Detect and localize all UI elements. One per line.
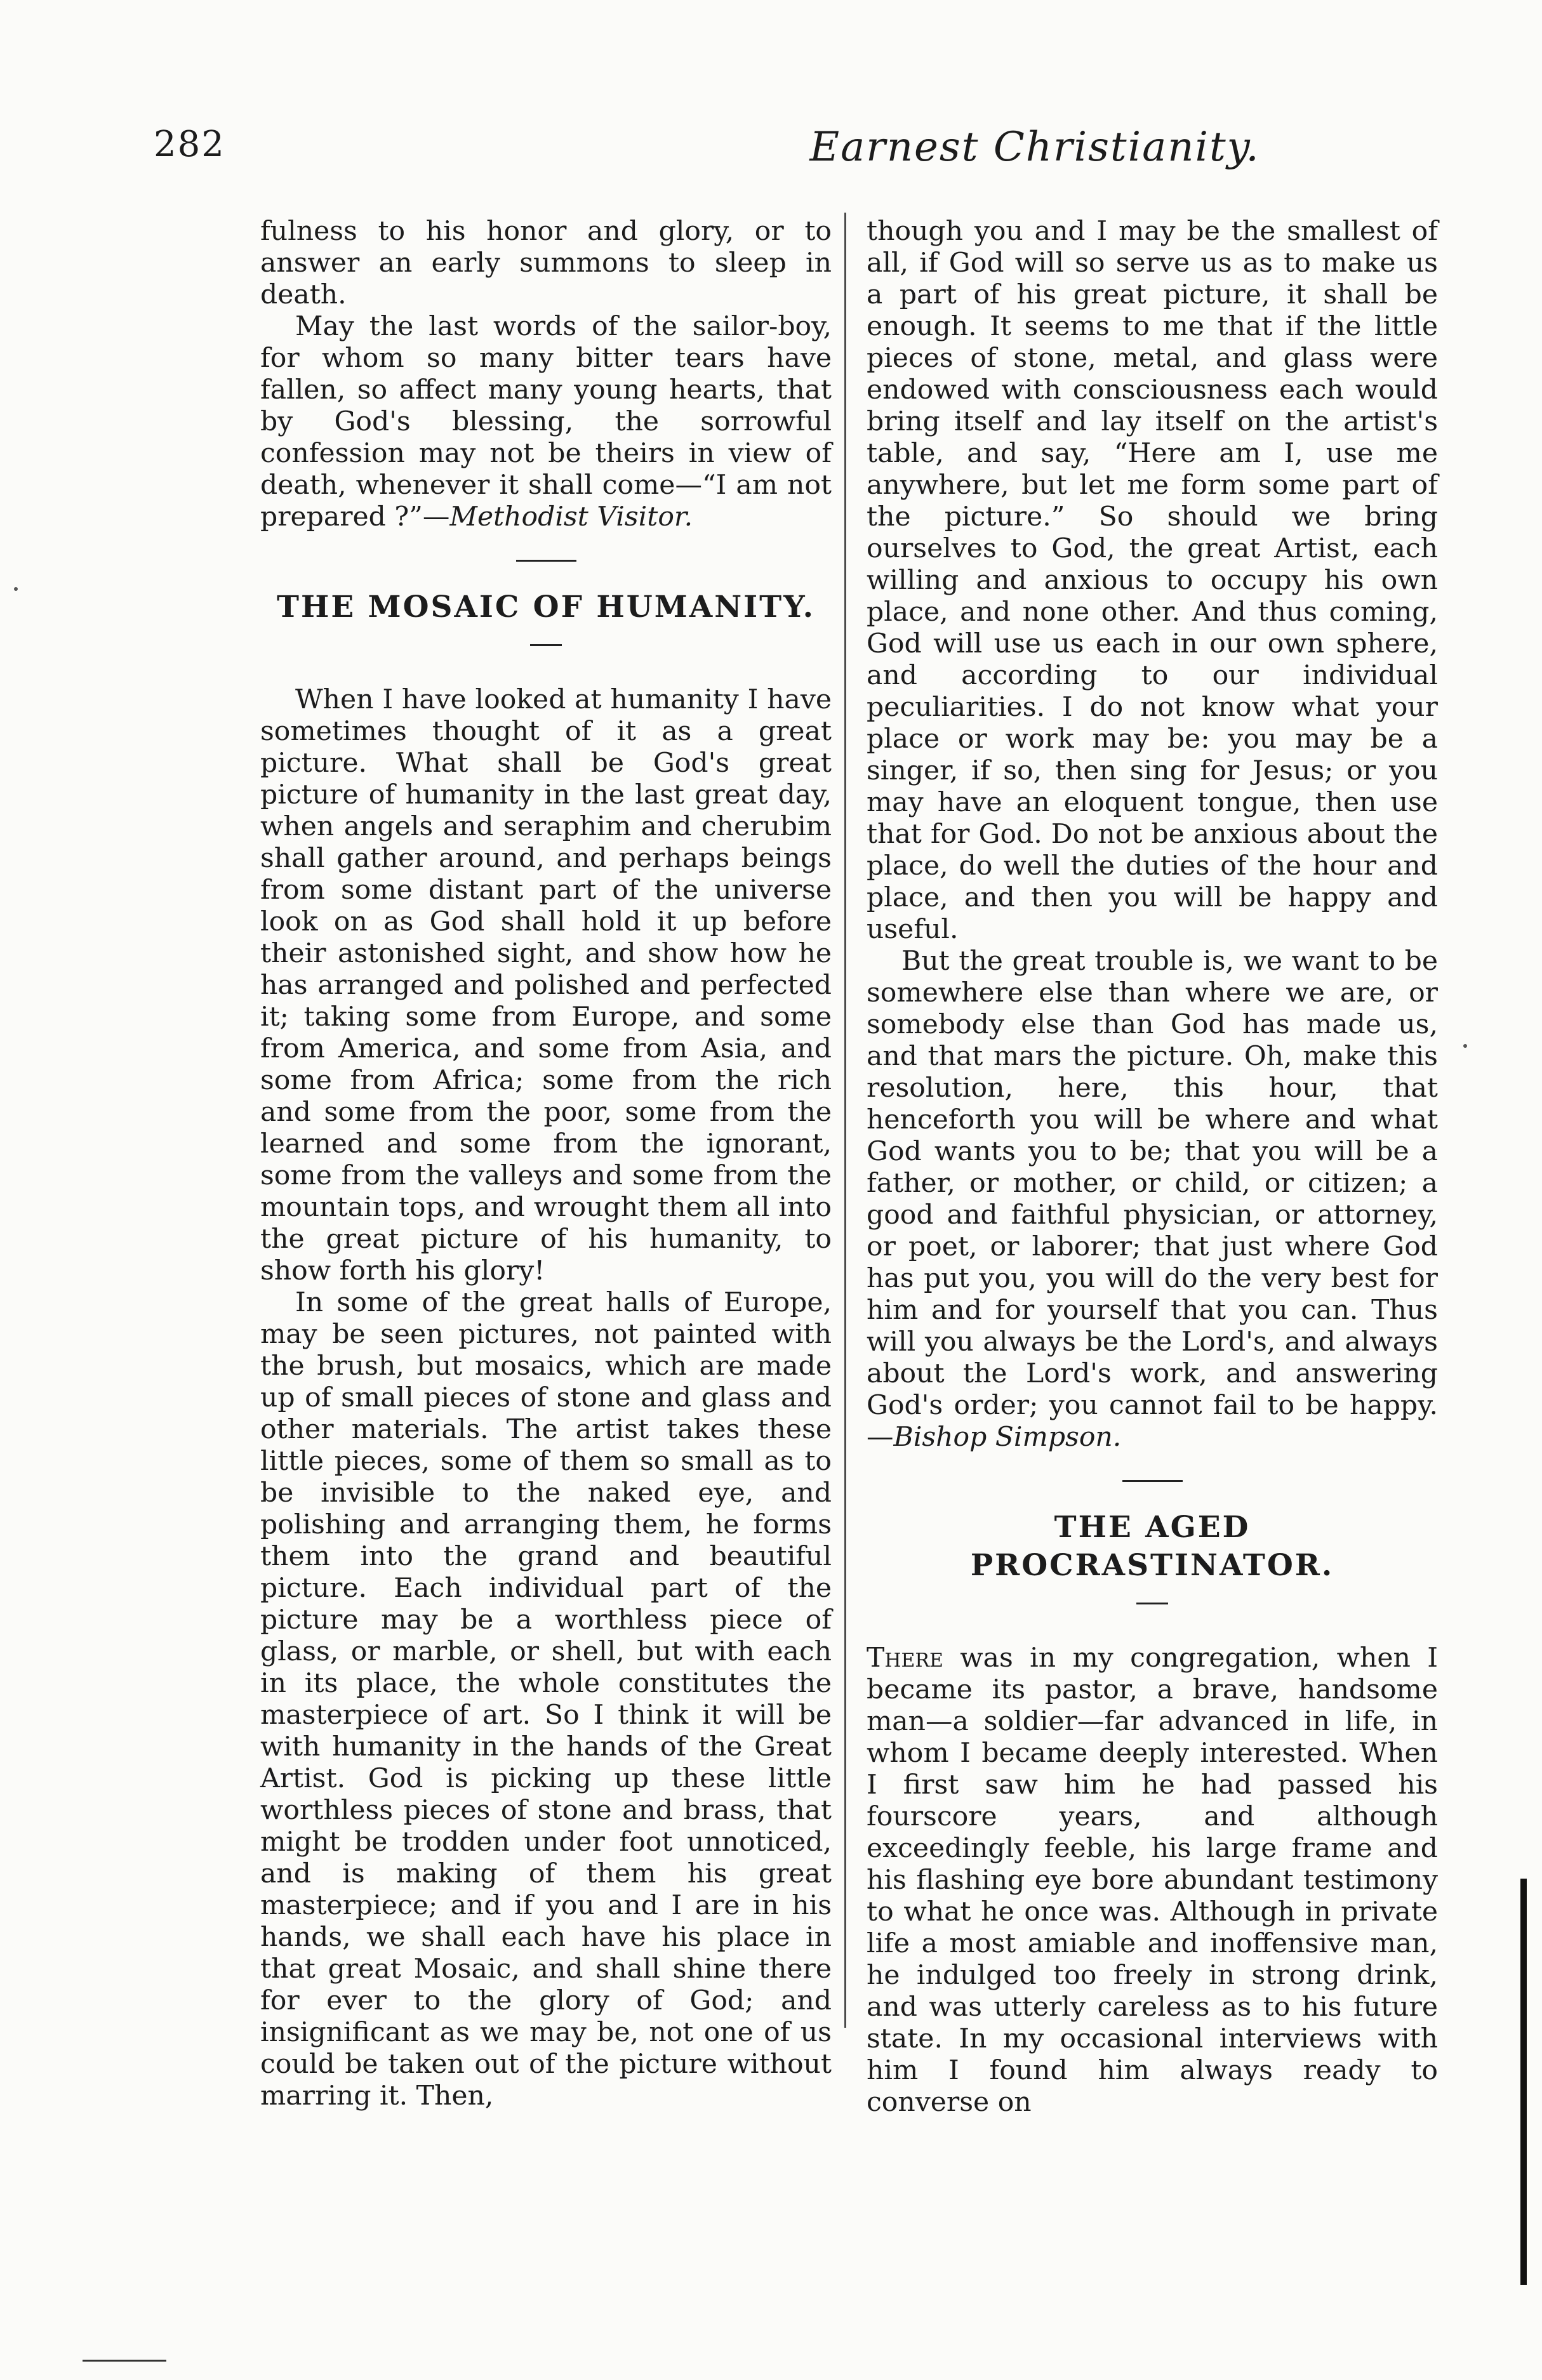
right-column — [867, 216, 1438, 2119]
source-attribution: Bishop Simpson. — [893, 1422, 1122, 1453]
paragraph: fulness to his honor and glory, or to answer an early summons to sleep in death. — [260, 216, 832, 310]
scan-edge-bar — [1520, 1879, 1527, 2285]
paragraph — [867, 1643, 1438, 2119]
paragraph: In some of the great halls of Europe, may be seen pictures, not painted with the brush, but mosaics, which are made up of small pieces of stone and glass and other materials. The artist takes these little pieces, some of them so small as to be invisible to the naked eye, and polishing and arranging them, he forms them into the grand and beautiful picture. Each individual part of the picture may be a worthless piece of glass, or marble, or shell, but with each in its place, the whole constitutes the masterpiece of art. So I think it will be with humanity in the hands of the Great Artist. God is picking up these little worthless pieces of stone and brass, that might be trodden under foot unnoticed, and is making of them his great masterpiece; and if you and I are in his hands, we shall each have his place in that great Mosaic, and shall shine there for ever to the glory of God; and insignificant as we may be, not one of us could be taken out of the picture without marring it. Then, — [260, 1287, 832, 2112]
lead-word: There — [867, 1643, 943, 1674]
left-column — [260, 216, 832, 2112]
source-attribution: Methodist Visitor. — [449, 501, 693, 532]
paragraph — [867, 946, 1438, 1453]
column-divider — [844, 213, 846, 2028]
title-rule — [1136, 1603, 1168, 1604]
running-title: Earnest Christianity. — [809, 124, 1260, 171]
paragraph: When I have looked at humanity I have sometimes thought of it as a great picture. What shall be God's great picture of humanity in the last great day, when angels and seraphim and cherubim shall gather around, and perhaps beings from some distant part of the universe look on as God shall hold it up before their astonished sight, and show how he has arranged and polished and perfected it; taking some from Europe, and some from America, and some from Asia, and some from Africa; some from the rich and some from the poor, some from the learned and some from the ignorant, some from the valleys and some from the mountain tops, and wrought them all into the great picture of his humanity, to show forth his glory! — [260, 684, 832, 1286]
page-header — [0, 124, 1542, 181]
paragraph-text: But the great trouble is, we want to be somewhere else than where we are, or somebody else than God has made us, and that mars the picture. Oh, make this resolution, here, this hour, that henceforth you will be where and what God wants you to be; that you will be a father, or mother, or child, or citizen; a good and faithful physician, or attorney, or poet, or laborer; that just where God has put you, you will do the very best for him and for yourself that you can. Thus will you always be the Lord's, and always about the Lord's work, and answering God's order; you cannot fail to be happy.— — [867, 946, 1438, 1453]
title-rule — [530, 644, 562, 646]
scan-speck — [1463, 1044, 1467, 1048]
section-divider — [1122, 1480, 1183, 1482]
page-number: 282 — [154, 124, 225, 165]
scan-speck — [14, 587, 18, 591]
section-divider — [516, 560, 576, 562]
paragraph-text: May the last words of the sailor-boy, for whom so many bitter tears have fallen, so affect many young hearts, that by God's blessing, the sorrowful confession may not be theirs in view of death, whenever it shall come—“I am not prepared ?”— — [260, 311, 832, 532]
footer-rule — [83, 2360, 166, 2362]
paragraph: though you and I may be the smallest of all, if God will so serve us as to make us a part of his great picture, it shall be enough. It seems to me that if the little pieces of stone, metal, and glass were endowed with consciousness each would bring itself and lay itself on the artist's table, and say, “Here am I, use me anywhere, but let me form some part of the picture.” So should we bring ourselves to God, the great Artist, each willing and anxious to occupy his own place, and none other. And thus coming, God will use us each in our own sphere, and according to our individual peculiarities. I do not know what your place or work may be: you may be a singer, if so, then sing for Jesus; or you may have an eloquent tongue, then use that for God. Do not be anxious about the place, do well the duties of the hour and place, and then you will be happy and useful. — [867, 216, 1438, 945]
section-title: THE MOSAIC OF HUMANITY. — [276, 590, 816, 625]
section-title: THE AGED PROCRASTINATOR. — [970, 1510, 1334, 1583]
paragraph — [260, 311, 832, 533]
paragraph-text: was in my congregation, when I became its pastor, a brave, handsome man—a soldier—far advanced in life, in whom I became deeply interested. When I first saw him he had passed his fourscore years, and although exceedingly feeble, his large frame and his flashing eye bore abundant testimony to what he once was. Although in private life a most amiable and inoffensive man, he indulged too freely in strong drink, and was utterly careless as to his future state. In my occasional interviews with him I found him always ready to converse on — [867, 1643, 1438, 2118]
